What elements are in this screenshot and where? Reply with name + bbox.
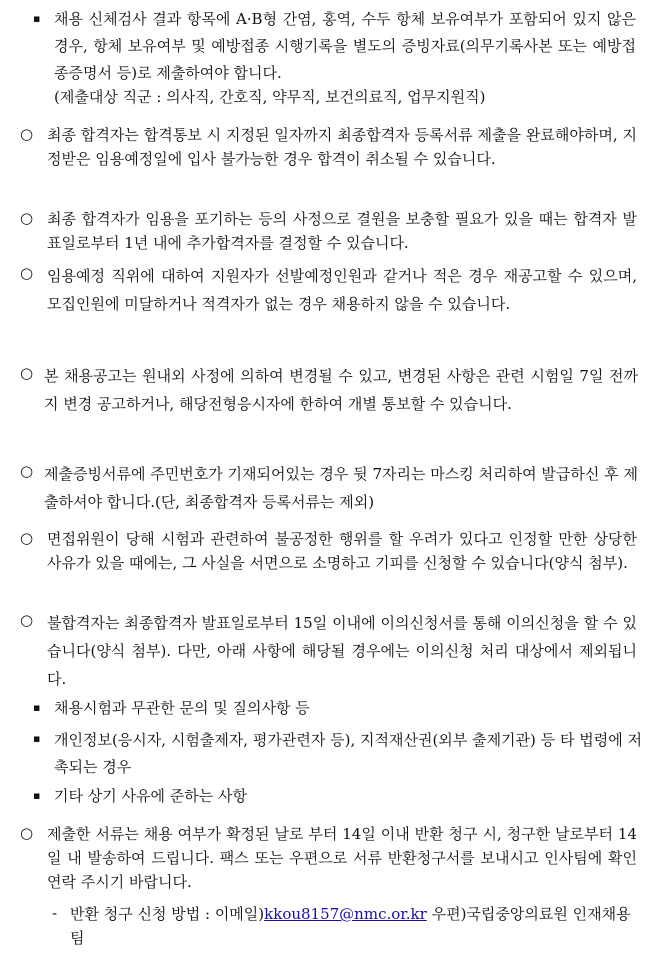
- circle-marker: ○: [20, 125, 34, 143]
- item-text: 임용예정 직위에 대하여 지원자가 선발예정인원과 같거나 적은 경우 재공고할 수 있으며, 모집인원에 미달하거나 적격자가 없는 경우 채용하지 않을 수 있습니다.: [47, 267, 637, 313]
- item-text: 면접위원이 당해 시험과 관련하여 불공정한 행위를 할 우려가 있다고 인정할 만한 상당한 사유가 있을 때에는, 그 사실을 서면으로 소명하고 기피를 신청할 수 있습니다(양식 첨부).: [47, 530, 637, 572]
- bullet-text: 채용 신체검사 결과 항목에 A·B형 간염, 홍역, 수두 항체 보유여부가 포함되어 있지 않은 경우, 항체 보유여부 및 예방접종 시행기록을 별도의 증빙자료(의무기록사본 또는 예방접종증명서 등)로 제출하여야 합니다.: [54, 10, 636, 82]
- dash-marker: -: [52, 904, 58, 922]
- note-text: (제출대상 직군 : 의사직, 간호직, 약무직, 보건의료직, 업무지원직): [54, 88, 486, 106]
- circle-marker: ○: [20, 364, 34, 382]
- item-text: 제출증빙서류에 주민번호가 기재되어있는 경우 뒷 7자리는 마스킹 처리하여 발급하신 후 제출하셔야 합니다.(단, 최종합격자 등록서류는 제외): [44, 465, 638, 511]
- bullet-marker: ▪: [33, 789, 41, 802]
- circle-marker: ○: [20, 209, 34, 227]
- return-method-post: 우편)국립중앙의료원 인재채용팀: [70, 905, 631, 947]
- sub-bullet-text: 채용시험과 무관한 문의 및 질의사항 등: [54, 699, 310, 717]
- email-link[interactable]: kkou8157@nmc.or.kr: [264, 905, 427, 923]
- bullet-marker: ▪: [33, 701, 41, 714]
- circle-marker: ○: [20, 264, 34, 282]
- bullet-marker: ▪: [33, 732, 41, 745]
- circle-marker: ○: [20, 824, 34, 842]
- item-text: 제출한 서류는 채용 여부가 확정된 날로 부터 14일 이내 반환 청구 시, 청구한 날로부터 14일 내 발송하여 드립니다. 팩스 또는 우편으로 서류 반환청구서를 보내시고 인사팀에 확인 연락 주시기 바랍니다.: [47, 825, 637, 891]
- item-text: 최종 합격자는 합격통보 시 지정된 일자까지 최종합격자 등록서류 제출을 완료해야하며, 지정받은 임용예정일에 입사 불가능한 경우 합격이 취소될 수 있습니다.: [47, 126, 637, 168]
- item-text: 불합격자는 최종합격자 발표일로부터 15일 이내에 이의신청서를 통해 이의신청을 할 수 있습니다(양식 첨부). 다만, 아래 사항에 해당될 경우에는 이의신청 처리 대상에서 제외됩니다.: [47, 614, 637, 688]
- return-method-label: 반환 청구 신청 방법 : 이메일): [70, 905, 265, 923]
- circle-marker: ○: [20, 462, 34, 480]
- item-text: 본 채용공고는 원내외 사정에 의하여 변경될 수 있고, 변경된 사항은 관련 시험일 7일 전까지 변경 공고하거나, 해당전형응시자에 한하여 개별 통보할 수 있습니다.: [44, 367, 638, 413]
- bullet-marker: ▪: [33, 12, 41, 25]
- sub-bullet-text: 기타 상기 사유에 준하는 사항: [54, 787, 247, 805]
- sub-bullet-text: 개인정보(응시자, 시험출제자, 평가관련자 등), 지적재산권(외부 출제기관) 등 타 법령에 저촉되는 경우: [54, 731, 642, 776]
- return-method-text: [70, 902, 636, 950]
- circle-marker: ○: [20, 529, 34, 547]
- item-text: 최종 합격자가 임용을 포기하는 등의 사정으로 결원을 보충할 필요가 있을 때는 합격자 발표일로부터 1년 내에 추가합격자를 결정할 수 있습니다.: [47, 210, 637, 252]
- circle-marker: ○: [20, 611, 34, 629]
